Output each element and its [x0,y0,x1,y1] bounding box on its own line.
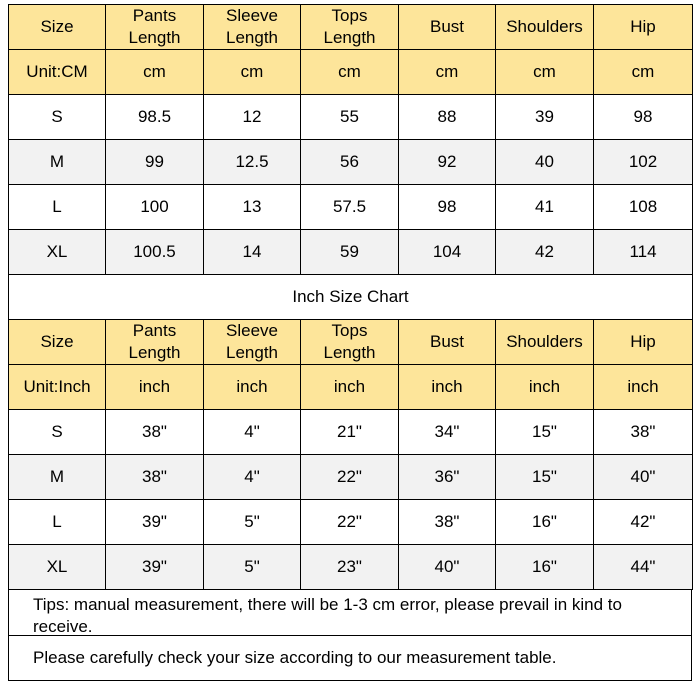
inch-value-cell: 38" [594,410,693,455]
cm-value-cell: 42 [496,230,594,275]
inch-value-cell: 15" [496,410,594,455]
inch-value-cell: 4" [204,410,301,455]
cm-header-cell: Hip [594,5,693,50]
cm-size-cell: L [9,185,106,230]
cm-unit-row [9,50,693,95]
inch-value-cell: 38" [399,500,496,545]
inch-header-cell: Tops Length [301,320,399,365]
cm-value-cell: 98.5 [106,95,204,140]
inch-value-cell: 42" [594,500,693,545]
cm-unit-cell: cm [301,50,399,95]
inch-unit-cell: Unit:Inch [9,365,106,410]
inch-value-cell: 16" [496,500,594,545]
inch-unit-cell: inch [594,365,693,410]
inch-value-cell: 23" [301,545,399,590]
inch-value-cell: 40" [594,455,693,500]
cm-value-cell: 12.5 [204,140,301,185]
check-size-note: Please carefully check your size according to our measurement table. [8,636,692,681]
inch-table-row [9,410,693,455]
size-table [8,4,693,590]
inch-value-cell: 4" [204,455,301,500]
inch-header-cell: Size [9,320,106,365]
cm-value-cell: 39 [496,95,594,140]
cm-header-cell: Size [9,5,106,50]
inch-unit-cell: inch [204,365,301,410]
cm-size-cell: M [9,140,106,185]
cm-table-body [9,5,693,275]
inch-value-cell: 44" [594,545,693,590]
cm-unit-cell: Unit:CM [9,50,106,95]
inch-unit-row [9,365,693,410]
cm-unit-cell: cm [106,50,204,95]
inch-value-cell: 34" [399,410,496,455]
inch-header-row [9,320,693,365]
inch-unit-cell: inch [399,365,496,410]
cm-value-cell: 14 [204,230,301,275]
inch-table-row [9,500,693,545]
inch-value-cell: 21" [301,410,399,455]
cm-header-cell: Pants Length [106,5,204,50]
cm-table-row [9,95,693,140]
cm-value-cell: 55 [301,95,399,140]
cm-value-cell: 59 [301,230,399,275]
cm-value-cell: 98 [399,185,496,230]
cm-unit-cell: cm [594,50,693,95]
cm-size-cell: S [9,95,106,140]
inch-value-cell: 36" [399,455,496,500]
inch-unit-cell: inch [106,365,204,410]
inch-header-cell: Shoulders [496,320,594,365]
inch-header-cell: Pants Length [106,320,204,365]
inch-header-cell: Sleeve Length [204,320,301,365]
cm-unit-cell: cm [399,50,496,95]
cm-header-cell: Tops Length [301,5,399,50]
cm-table-row [9,140,693,185]
inch-size-cell: L [9,500,106,545]
cm-value-cell: 12 [204,95,301,140]
inch-value-cell: 38" [106,410,204,455]
inch-value-cell: 5" [204,500,301,545]
inch-value-cell: 22" [301,500,399,545]
cm-size-cell: XL [9,230,106,275]
cm-value-cell: 98 [594,95,693,140]
inch-value-cell: 38" [106,455,204,500]
cm-table-row [9,230,693,275]
cm-value-cell: 40 [496,140,594,185]
inch-title-section [9,275,693,320]
cm-value-cell: 114 [594,230,693,275]
inch-value-cell: 16" [496,545,594,590]
cm-header-row [9,5,693,50]
cm-value-cell: 100.5 [106,230,204,275]
inch-header-cell: Hip [594,320,693,365]
cm-value-cell: 56 [301,140,399,185]
cm-header-cell: Sleeve Length [204,5,301,50]
inch-value-cell: 39" [106,545,204,590]
inch-table-row [9,455,693,500]
cm-value-cell: 41 [496,185,594,230]
cm-value-cell: 104 [399,230,496,275]
inch-table-row [9,545,693,590]
inch-size-cell: M [9,455,106,500]
cm-unit-cell: cm [204,50,301,95]
cm-value-cell: 108 [594,185,693,230]
cm-value-cell: 99 [106,140,204,185]
cm-value-cell: 100 [106,185,204,230]
inch-header-cell: Bust [399,320,496,365]
tips-note: Tips: manual measurement, there will be 1-3 cm error, please prevail in kind to receive. [8,590,692,636]
cm-value-cell: 57.5 [301,185,399,230]
inch-value-cell: 22" [301,455,399,500]
inch-unit-cell: inch [301,365,399,410]
cm-value-cell: 88 [399,95,496,140]
size-chart-sheet [8,4,692,681]
cm-value-cell: 13 [204,185,301,230]
cm-unit-cell: cm [496,50,594,95]
inch-value-cell: 39" [106,500,204,545]
cm-value-cell: 92 [399,140,496,185]
cm-value-cell: 102 [594,140,693,185]
cm-table-row [9,185,693,230]
inch-table-body [9,320,693,590]
cm-header-cell: Shoulders [496,5,594,50]
inch-size-cell: XL [9,545,106,590]
inch-size-cell: S [9,410,106,455]
inch-unit-cell: inch [496,365,594,410]
inch-value-cell: 15" [496,455,594,500]
cm-header-cell: Bust [399,5,496,50]
inch-value-cell: 40" [399,545,496,590]
inch-value-cell: 5" [204,545,301,590]
inch-size-chart-title: Inch Size Chart [9,275,693,320]
